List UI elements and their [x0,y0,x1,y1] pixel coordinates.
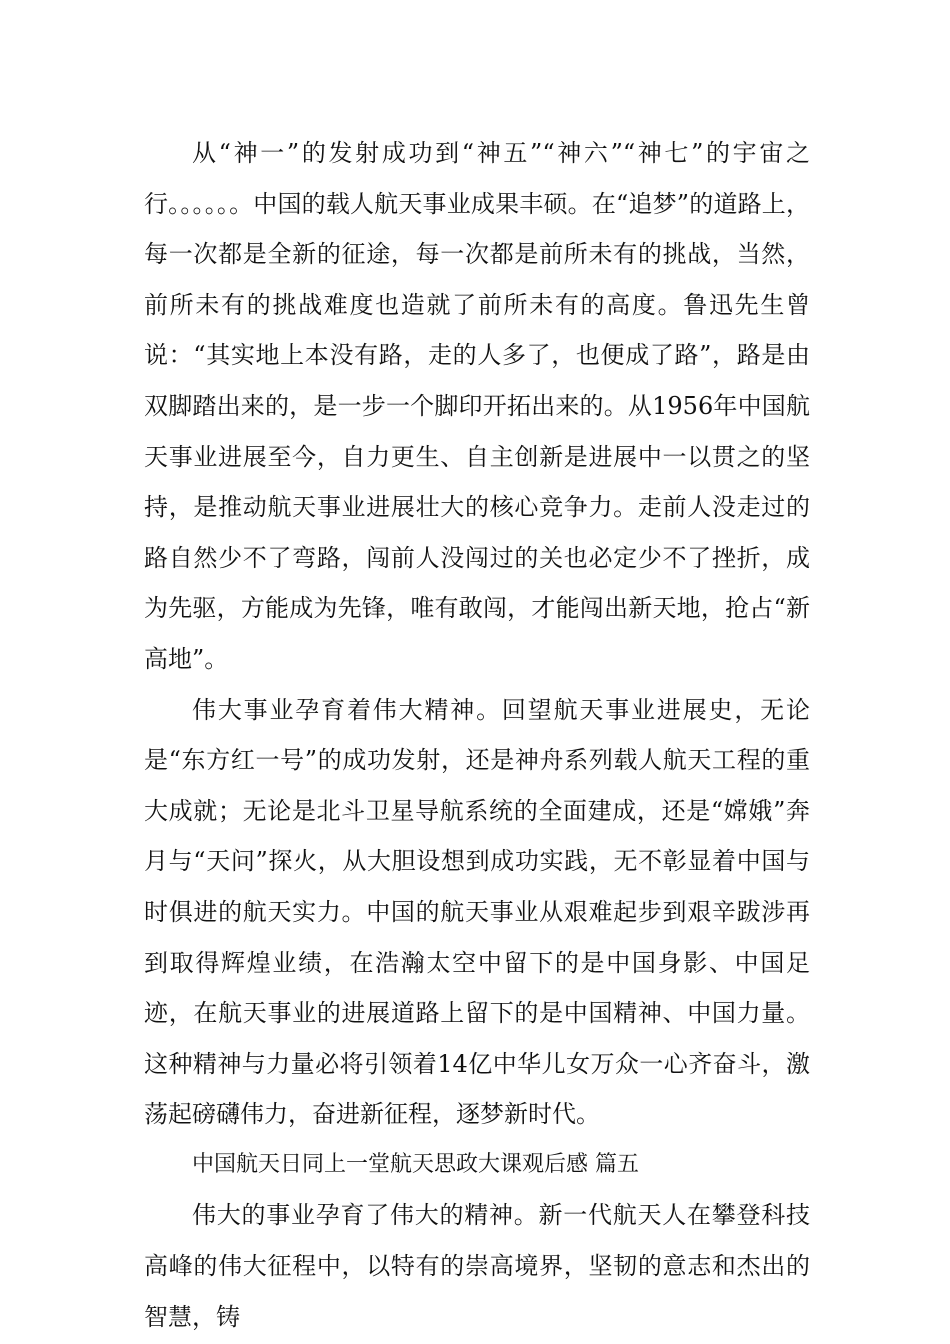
paragraph: 从“神一”的发射成功到“神五”“神六”“神七”的宇宙之行。。。。。。中国的载人航天事业成果丰硕。在“追梦”的道路上，每一次都是全新的征途，每一次都是前所未有的挑战，当然，前所未有的挑战难度也造就了前所未有的高度。鲁迅先生曾说：“其实地上本没有路，走的人多了，也便成了路”，路是由双脚踏出来的，是一步一个脚印开拓出来的。从1956年中国航天事业进展至今，自力更生、自主创新是进展中一以贯之的坚持，是推动航天事业进展壮大的核心竞争力。走前人没走过的路自然少不了弯路，闯前人没闯过的关也必定少不了挫折，成为先驱，方能成为先锋，唯有敢闯，才能闯出新天地，抢占“新高地”。 [144,139,810,673]
paragraph: 伟大的事业孕育了伟大的精神。新一代航天人在攀登科技高峰的伟大征程中，以特有的崇高境界，坚韧的意志和杰出的智慧，铸 [144,1201,810,1331]
document-body [144,128,810,1342]
paragraph: 伟大事业孕育着伟大精神。回望航天事业进展史，无论是“东方红一号”的成功发射，还是神舟系列载人航天工程的重大成就；无论是北斗卫星导航系统的全面建成，还是“嫦娥”奔月与“天问”探火，从大胆设想到成功实践，无不彰显着中国与时俱进的航天实力。中国的航天事业从艰难起步到艰辛跋涉再到取得辉煌业绩，在浩瀚太空中留下的是中国身影、中国足迹，在航天事业的进展道路上留下的是中国精神、中国力量。这种精神与力量必将引领着14亿中华儿女万众一心齐奋斗，激荡起磅礴伟力，奋进新征程，逐梦新时代。 [144,695,810,1129]
section-heading: 中国航天日同上一堂航天思政大课观后感 篇五 [192,1151,639,1177]
